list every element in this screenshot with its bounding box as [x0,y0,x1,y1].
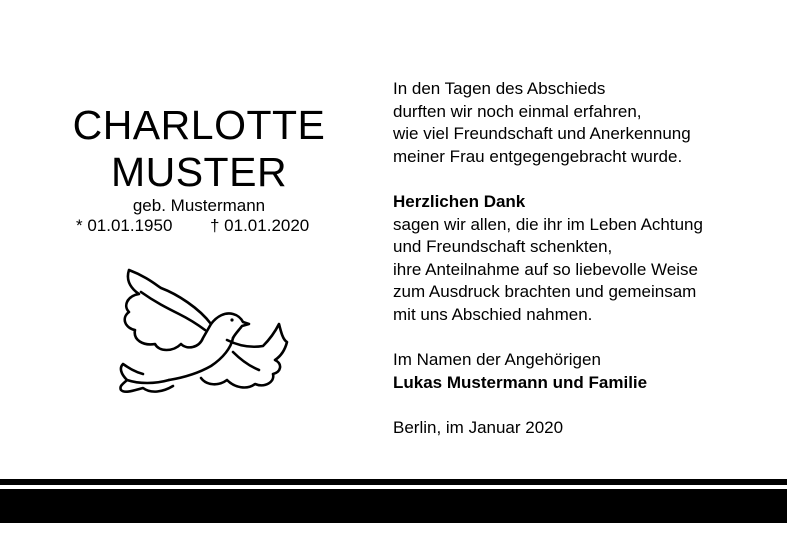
message-line: wie viel Freundschaft und Anerkennung [393,124,691,144]
message-line: sagen wir allen, die ihr im Leben Achtung [393,214,703,234]
message-line: und Freundschaft schenkten, [393,237,613,257]
death-date: † 01.01.2020 [210,216,310,235]
dove-icon [115,268,295,396]
message-line: In den Tagen des Abschieds [393,79,606,98]
message-line: durften wir noch einmal erfahren, [393,101,642,121]
birth-name: geb. Mustermann [132,196,266,215]
last-name: MUSTER [110,149,288,195]
first-name: CHARLOTTE [72,102,326,148]
message-line: meiner Frau entgegengebracht wurde. [393,146,683,166]
birth-date: * 01.01.1950 [76,216,173,235]
message-line: zum Ausdruck brachten und gemeinsam [393,282,697,302]
message-line: mit uns Abschied nahmen. [393,304,593,324]
family-signature: Lukas Mustermann und Familie [393,372,648,392]
border-thick-bar [0,489,787,523]
message-line: ihre Anteilnahme auf so liebevolle Weise [393,259,698,279]
place-date: Berlin, im Januar 2020 [393,417,564,437]
border-thin-bar [0,479,787,485]
message-column [393,78,783,440]
thanks-heading: Herzlichen Dank [393,191,526,211]
on-behalf-text: Im Namen der Angehörigen [393,350,601,370]
